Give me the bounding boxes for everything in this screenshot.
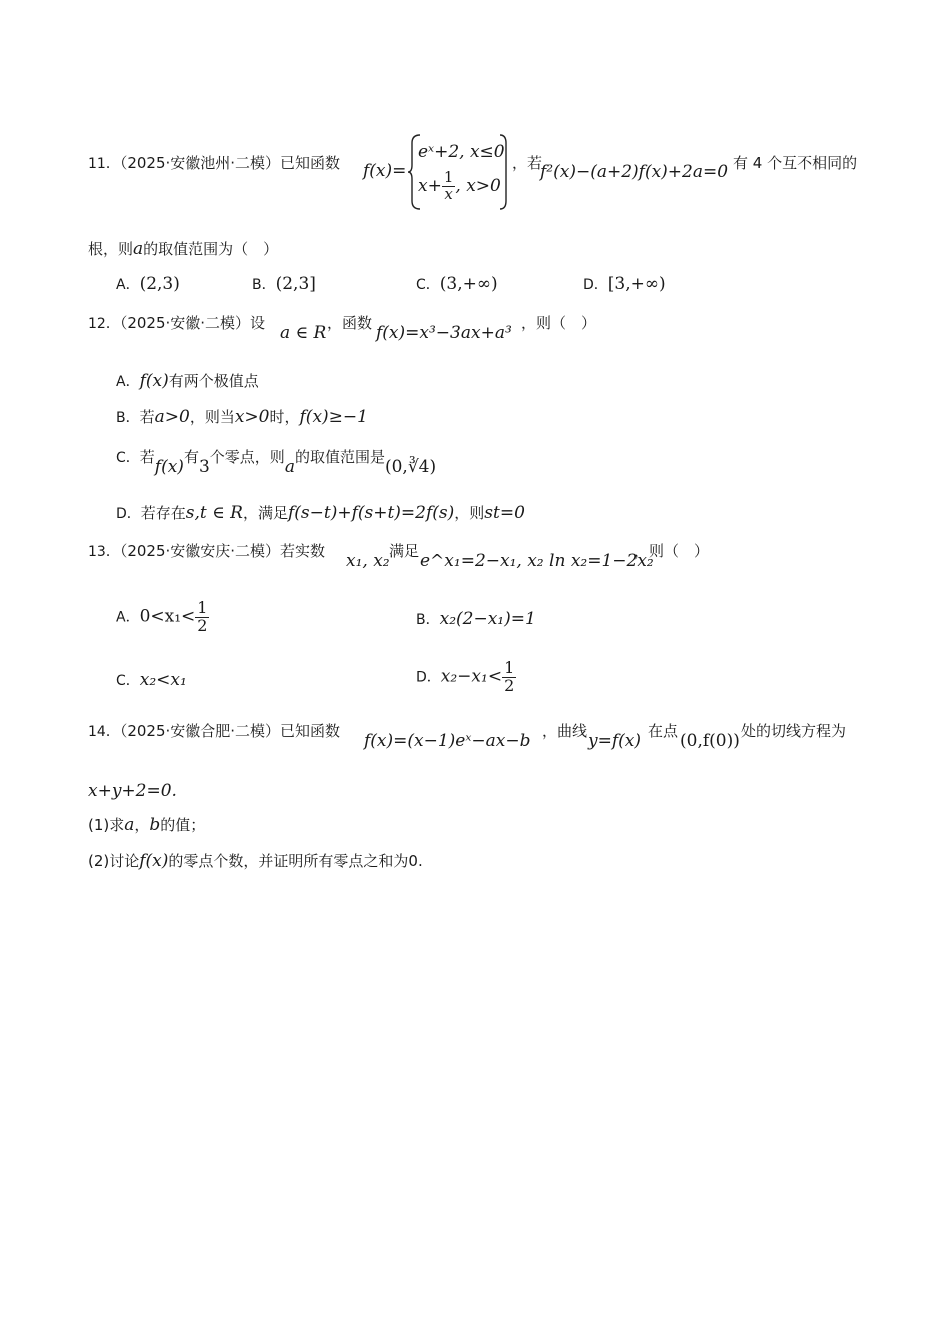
q13-source: （2025·安徽安庆·二模） [119, 542, 281, 560]
q11-line2-pre: 根，则 [88, 240, 134, 258]
q14-line1 [88, 720, 340, 741]
q13-option-a[interactable] [116, 600, 209, 635]
q14-part1-a: a [124, 815, 135, 835]
q13-option-d-numerator: 1 [504, 658, 515, 677]
q14-part2 [88, 850, 423, 871]
q12-option-b-math1: a>0 [154, 407, 190, 427]
q13-option-a-fraction [195, 600, 209, 635]
q12-option-c[interactable] [116, 446, 437, 477]
q13-mid-text: 满足 [389, 542, 420, 560]
q12-option-b-text1: 若 [139, 408, 155, 426]
q13-option-d-expr: x₂−x₁< [440, 666, 503, 687]
q11-option-d-value: [3,+∞) [607, 274, 666, 294]
q11-case2 [418, 170, 501, 203]
q13-pre-text: 若实数 [280, 542, 326, 560]
q13-option-d-denominator: 2 [504, 675, 515, 695]
q12-option-d-math3: st=0 [484, 503, 525, 523]
q14-mid2-text: 在点 [648, 722, 679, 740]
q12-option-a-text: 有两个极值点 [168, 372, 259, 390]
q12-option-d-text2: ，满足 [242, 504, 288, 522]
q11-option-b[interactable] [252, 274, 316, 294]
q11-pre-text: 已知函数 [280, 154, 341, 172]
q14-curve: y=f(x) [588, 731, 641, 751]
q13-option-b[interactable] [416, 609, 536, 629]
q13-number: 13． [88, 544, 120, 560]
q14-part2-f: f(x) [139, 851, 169, 871]
q12-option-c-math3: a [284, 457, 295, 477]
q12-function: f(x)=x³−3ax+a³ [376, 323, 512, 343]
q12-option-a-label: A． [116, 374, 140, 390]
q11-case1: eˣ+2, x≤0 [418, 142, 505, 162]
q11-source: （2025·安徽池州·二模） [119, 154, 281, 172]
q12-pre-text: 设 [250, 314, 266, 332]
q13-condition: e^x₁=2−x₁, x₂ ln x₂=1−2x₂ [420, 551, 654, 571]
q14-number: 14． [88, 724, 120, 740]
q12-option-c-text2: 有 [183, 448, 199, 466]
q12-option-c-math1: f(x) [154, 457, 184, 477]
q12-option-b-text2: ，则当 [189, 408, 235, 426]
q13-option-c-label: C． [116, 673, 140, 689]
q13-option-a-numerator: 1 [197, 598, 208, 617]
q13-option-b-label: B． [416, 612, 440, 628]
q14-part1-pre: (1)求 [88, 816, 125, 834]
q14-function: f(x)=(x−1)eˣ−ax−b [364, 731, 531, 751]
q12-source: （2025·安徽·二模） [119, 314, 251, 332]
q12-option-b-label: B． [116, 410, 140, 426]
q12-option-b-math3: f(x)≥−1 [299, 407, 368, 427]
q12-option-d[interactable] [116, 502, 525, 523]
q11-option-d-label: D． [583, 277, 608, 293]
q13-line1 [88, 540, 325, 561]
q11-option-c-label: C． [416, 277, 440, 293]
q11-line2 [88, 238, 278, 259]
q12-option-d-label: D． [116, 506, 141, 522]
q11-line2-post: 的取值范围为（ ） [143, 240, 279, 258]
q12-mid-text: ，函数 [327, 314, 373, 332]
q12-option-c-text4: 的取值范围是 [294, 448, 385, 466]
q11-number: 11． [88, 156, 120, 172]
q12-post-text: ，则（ ） [521, 314, 597, 332]
q14-mid-text: ，曲线 [542, 722, 588, 740]
q14-pre-text: 已知函数 [280, 722, 341, 740]
q11-option-b-label: B． [252, 277, 276, 293]
q11-line1 [88, 152, 340, 173]
q14-tangent-line: x+y+2=0. [88, 781, 177, 801]
q11-case2-suffix: , x>0 [455, 175, 501, 196]
q14-part1-b: b [149, 815, 161, 835]
q11-post-text: 有 4 个互不相同的 [733, 154, 858, 172]
q11-mid-text: ，若 [512, 154, 543, 172]
q11-option-c[interactable] [416, 274, 498, 294]
q13-option-a-denominator: 2 [197, 615, 208, 635]
q11-option-a-label: A． [116, 277, 140, 293]
q11-option-a-value: (2,3) [139, 274, 180, 294]
q12-option-d-text3: ，则 [454, 504, 485, 522]
q11-case2-numerator: 1 [443, 168, 454, 186]
q11-option-c-value: (3,+∞) [439, 274, 498, 294]
q14-part2-pre: (2)讨论 [88, 852, 140, 870]
q13-option-d[interactable] [416, 660, 516, 695]
q13-post-text: ，则（ ） [634, 542, 710, 560]
q14-point: (0,f(0)) [680, 731, 740, 751]
q12-option-c-label: C． [116, 450, 140, 466]
q14-part2-post: 的零点个数，并证明所有零点之和为0. [168, 852, 423, 870]
q14-source: （2025·安徽合肥·二模） [119, 722, 281, 740]
q12-option-c-text1: 若 [139, 448, 155, 466]
q13-option-d-fraction [502, 660, 516, 695]
q13-option-c[interactable] [116, 670, 187, 690]
q11-option-d[interactable] [583, 274, 666, 294]
q12-option-a[interactable] [116, 370, 259, 391]
q11-function-lhs: f(x)= [363, 161, 407, 181]
q12-number: 12． [88, 316, 120, 332]
q12-condition: a ∈ R [280, 323, 327, 343]
q12-option-c-math2: 3 [198, 457, 210, 477]
q13-option-a-label: A． [116, 609, 140, 626]
q12-option-b[interactable] [116, 406, 368, 427]
q14-part1-sep: ， [134, 816, 150, 834]
q11-case2-denominator: x [444, 184, 453, 203]
q12-option-c-math4: (0,∛4) [384, 457, 437, 477]
q11-equation: f²(x)−(a+2)f(x)+2a=0 [540, 162, 729, 182]
q12-option-d-math2: f(s−t)+f(s+t)=2f(s) [287, 503, 455, 523]
q11-case2-fraction [442, 170, 456, 203]
q13-vars: x₁, x₂ [346, 551, 390, 571]
q14-part1-post: 的值； [160, 816, 206, 834]
q12-option-c-text3: 个零点，则 [209, 448, 285, 466]
q14-post-text: 处的切线方程为 [741, 722, 847, 740]
q12-line1 [88, 312, 265, 333]
q12-option-a-math: f(x) [139, 371, 169, 391]
q13-option-c-expr: x₂<x₁ [139, 670, 187, 690]
q13-option-a-expr: 0<x₁< [139, 606, 196, 627]
q11-var-a: a [133, 239, 144, 259]
q13-option-d-label: D． [416, 669, 441, 686]
q12-option-b-text3: 时， [269, 408, 300, 426]
q12-option-d-math1: s,t ∈ R [185, 503, 243, 523]
q14-part1 [88, 814, 205, 835]
q12-option-b-math2: x>0 [234, 407, 270, 427]
q11-option-b-value: (2,3] [275, 274, 316, 294]
q13-option-b-expr: x₂(2−x₁)=1 [439, 609, 536, 629]
q11-case2-prefix: x+ [418, 175, 442, 196]
q11-option-a[interactable] [116, 274, 180, 294]
q12-option-d-text1: 若存在 [140, 504, 186, 522]
